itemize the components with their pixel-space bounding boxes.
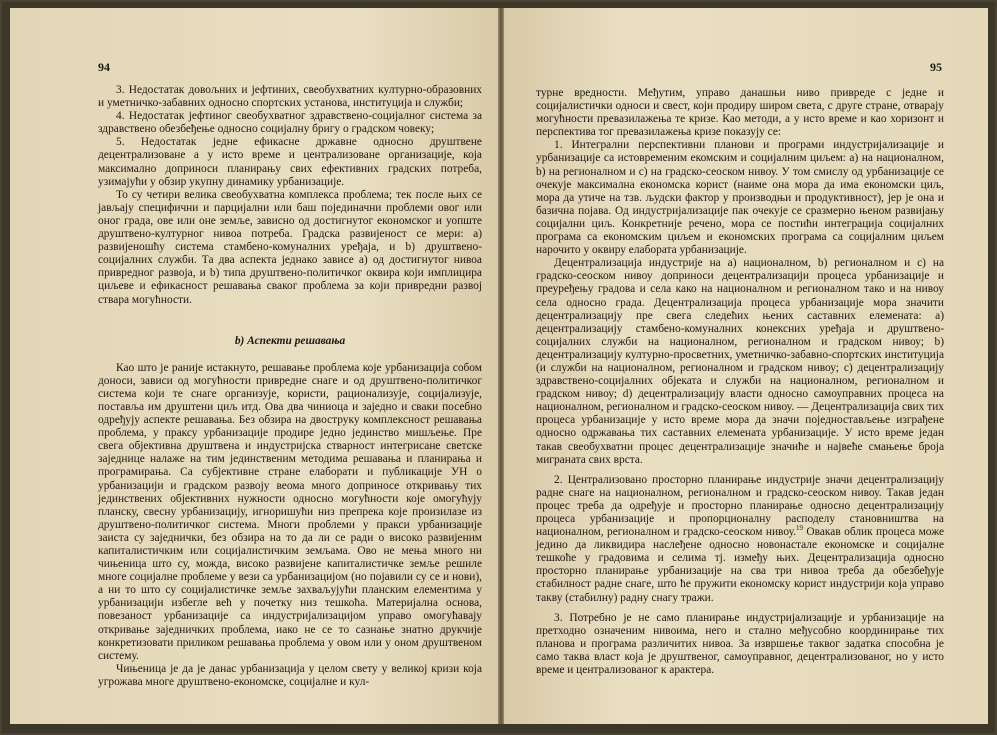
right-page xyxy=(504,8,988,724)
paragraph-gap xyxy=(536,605,944,612)
paragraph-gap xyxy=(536,467,944,474)
paragraph xyxy=(536,474,944,605)
right-page-text xyxy=(536,87,944,677)
page-number-right: 95 xyxy=(930,60,942,74)
paragraph: Чињеница је да је данас урбанизација у целом свету у великој кризи која угрожава многе друштвено-економске, социјалне и кул- xyxy=(98,662,482,688)
paragraph: Као што је раније истакнуто, решавање проблема које урбанизација собом доноси, зависи од могућности привредне снаге и од друштвено-политичког система који те снаге организује, користи, рационализује, социјализује, поставља им друштени циљ итд. Ова два чиниоца и заједно и сваки посебно одређују аспекте решавања. Без обзира на двоструку комплексност решавања проблема, у праксу урбанизације продире једно јединство мишљење. Пре свега објективна друштвена и индустријска стварност интегрисане светске заједнице налаже на тим јединственим методима решавања и планирања и програмирања. Са субјективне стране елаборати и публикације УН о урбанизацији и градском развоју веома много доприносе откривању тих јединствених објективних нужности односно могућности које омогућују планску, свесну урбанизацију, игноришући низ препрека које произилазе из друштвено-политичког система. Многи проблеми у пракси урбанизације заиста су заједнички, без обзира на то да ли се ради о високо развијеним капиталистичким или социјалистичким земљама. Ово не мења много ни чињеница што су, можда, високо развијене капиталистичке земље решиле многе социјалне проблеме у вези са урбанизацијом (но појавили су се и нови), а ни то што су социјалистичке земље захваљујући планским елементима у урбанизацији избегле већ у почетку низ тешкоћа. Материјална основа, повезаност урбанизације са индустријализацијом управо омогућавају откривање заједничких проблема, иако не се то сазнање знатно друкчије конкретизовати приликом решавања проблема у овом или у оном друштвеном систему. xyxy=(98,361,482,662)
paragraph: 3. Потребно је не само планирање индустријализације и урбанизације на претходно означеним нивоима, него и стално међусобно координирање тих планова и програма различитих нивоа. За извршење таквог задатка способна је само таква власт која је друштвеног, самоуправног, децентрализованог, но у исто време и централизованог к арактера. xyxy=(536,611,944,677)
paragraph-text: Овакав облик процеса може једино да ликвидира наслеђене односно новонастале економске и социјалне тешкоће у градовима и селима тј. између њих. Децентрализација односно просторно планирање урбанизације на сва три нивоа треба да обезбеђује стабилност радне снаге, што ће пружити економску корист индустрији која управо такву (стабилну) радну снагу тражи. xyxy=(536,526,944,604)
section-heading: b) Аспекти решавања xyxy=(234,334,346,347)
paragraph: Децентрализација индустрије на а) националном, b) регионалном и c) на градско-сеоском нивоу доприноси децентрализацији процеса урбанизације и преуређењу градова и села како на националном и регионалном тако и на нивоу села односно града. Децентрализација процеса урбанизације мора значити децентрализацију пре свега следећих њених саставних елемената: а) децентрализацију стамбено-комуналних конексних уређаја и друштвено-социјалних служби на националном, регионалном и градском нивоу; b) децентрализацију културно-просветних, уметничко-забавно-спортских институција (и служби на националном, регионалном и градском нивоу; c) децентрализацију здравствено-социјалних објеката и служби на националном, регионалном и градском нивоу; d) децентрализацију власти односно самоуправних процеса на националном, регионалном и градско-сеоском нивоу. — Децентрализација свих тих процеса урбанизације у исто време мора да значи поједностављење изграђене односно одржавања тих саставних елемената урбанизације. У исто време један такав свеобухватни процес децентрализације значиће и највеће смањење броја миграната свих врста. xyxy=(536,257,944,466)
paragraph-text: 2. Централизовано просторно планирање индустрије значи децентрализацију радне снаге на националном, регионалном и градско-сеоском нивоу. Такав један процес треба да одређује и просторно планирање односно децентрализацију процеса урбанизације и пропорционалну расподелу становништва на националном, регионалном и градско-сеоском нивоу. xyxy=(536,473,944,539)
paragraph: 5. Недостатак једне ефикасне државне односно друштвене децентрализоване а у исто време и централизоване организације, која максимално доприноси планирању свих ефективних градских потреба, узимајући у обзир укупну динамику урбанизације. xyxy=(98,136,482,188)
page-number-left: 94 xyxy=(98,60,110,74)
paragraph: 4. Недостатак јефтиног свеобухватног здравствено-социјалног система за здравствено обезбеђење односно социјалну бригу о градском човеку; xyxy=(98,110,482,136)
paragraph: То су четири велика свеобухватна комплекса проблема; тек после њих се јављају специфични и парцијални или баш појединачни проблеми овог или оног града, ове или оне земље, зависно од достигнутог економског и уопште друштвено-културног нивоа потреба. Градска развијеност се мери: а) развијеношћу система стамбено-комуналних уређаја, и b) друштвено-социјалних служби. Та два аспекта једнако зависе а) од достигнутог нивоа привредног развоја, и b) типа друштвено-политичког оквира који имплицира циљеве и ефикасност решавања сваког проблема за који привредни развој ствара могућности. xyxy=(98,188,482,306)
open-book xyxy=(2,2,995,733)
left-page xyxy=(10,8,498,724)
paragraph: 1. Интегрални перспективни планови и програми индустријализације и урбанизације са истовременим екомским и социјалним циљем: а) на националном, b) на регионалном и c) на градско-сеоском нивоу. У том смислу од урбанизације се очекује максимална економска корист (наиме она мора да има економски циљ, мора да утиче на тзв. људски фактор у производњи и продуктивност), јер је она и базична појава. Од индустријализације пак очекује се сразмерно њеном развијању социјални циљ. Конкретније речено, мора се постићи интеграција социјалних програма са економским циљем и економских програма са социјалним циљем нарочито у оквиру елабората урбанизације. xyxy=(536,139,944,257)
footnote-mark: 19 xyxy=(796,524,804,533)
paragraph: 3. Недостатак довољних и јефтиних, свеобухватних културно-образовних и уметничко-забавних односно спортских установа, институција и служби; xyxy=(98,84,482,110)
left-page-text xyxy=(98,84,482,689)
paragraph: турне вредности. Међутим, управо данашњи ниво привреде с једне и социјалистички односи и свест, који продиру широм света, с друге стране, отварају могућности превазилажења те кризе. Као методи, а у исто време и као хоризонт и перспектива тог превазилажења кризе показују се: xyxy=(536,87,944,139)
